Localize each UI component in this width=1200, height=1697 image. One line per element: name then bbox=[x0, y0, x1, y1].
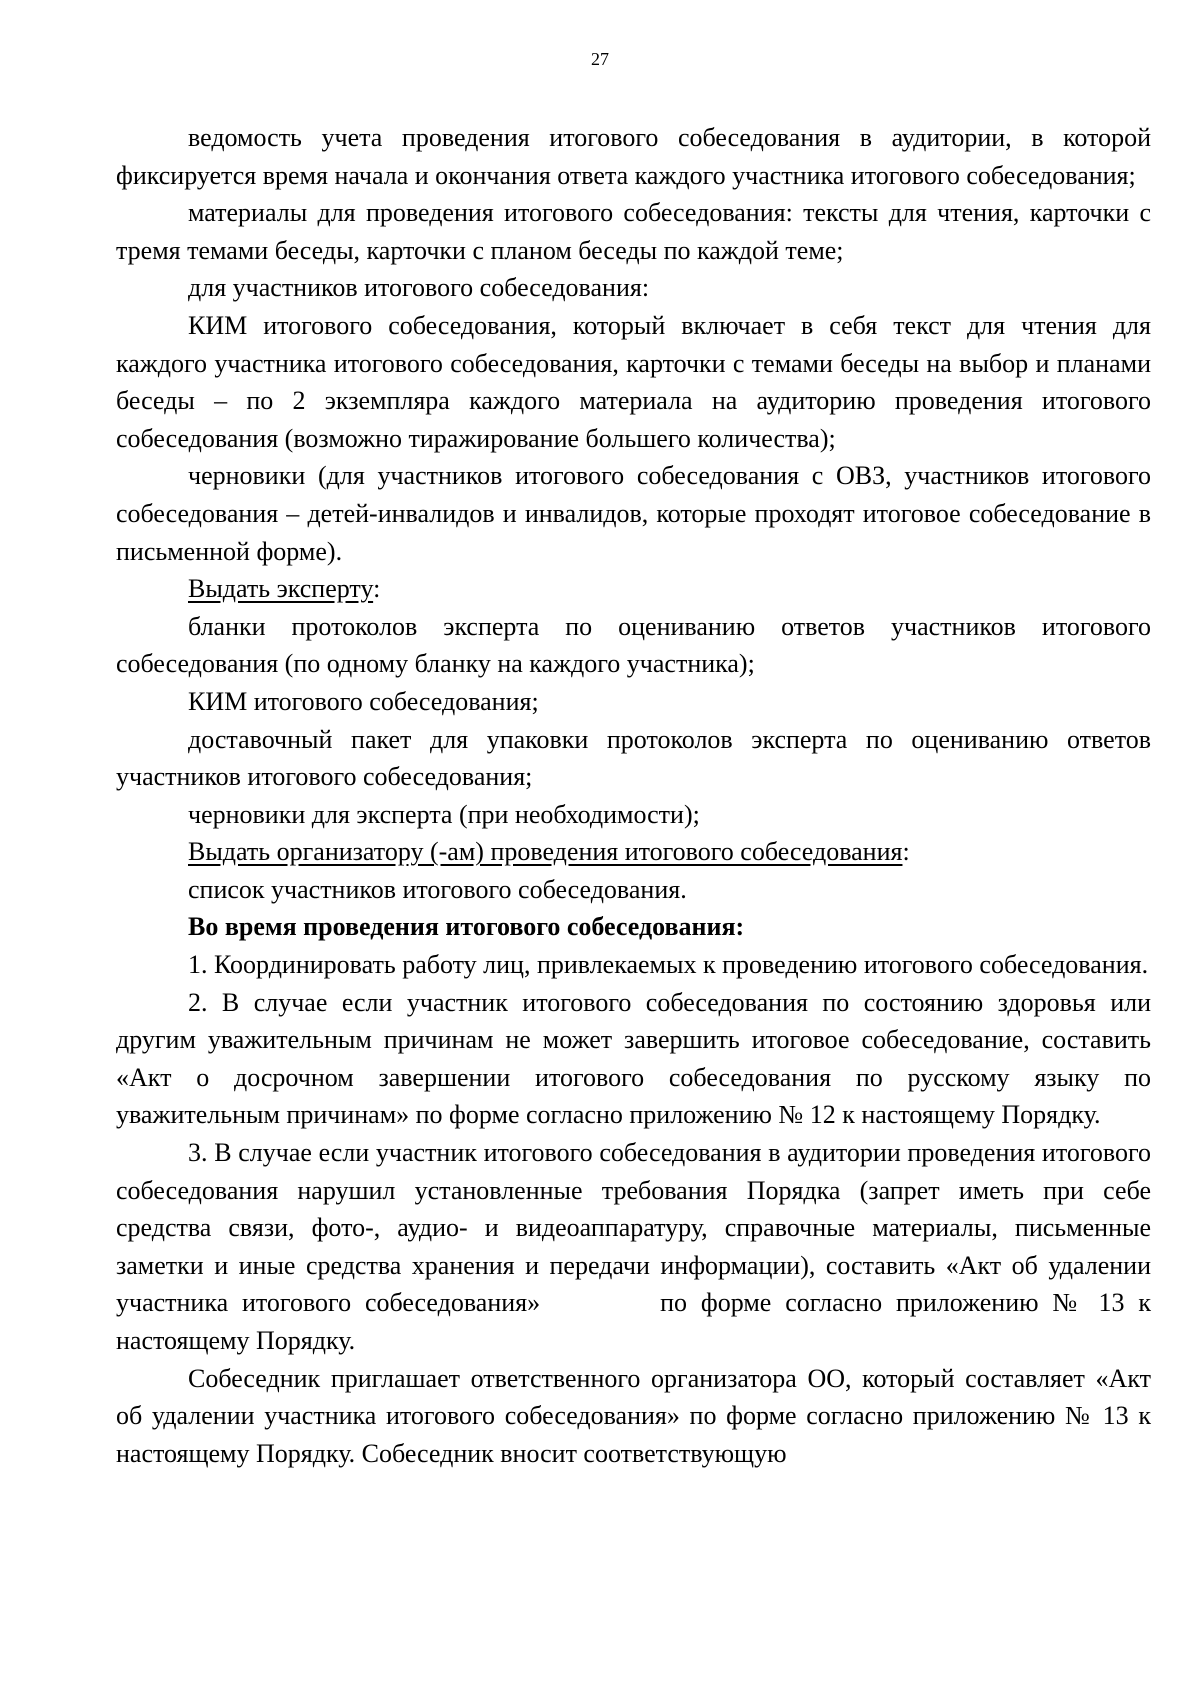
paragraph-interlocutor: Собеседник приглашает ответственного организатора ОО, который составляет «Акт об удалении участника итогового собеседования» по форме согласно приложению № 13 к настоящему Порядку. Собеседник вносит соответствующую bbox=[116, 1363, 1151, 1468]
paragraph-participant-list: список участников итогового собеседования. bbox=[188, 874, 687, 904]
paragraph-item-3 bbox=[116, 1134, 1151, 1360]
paragraph-for-participants: для участников итогового собеседования: bbox=[188, 273, 650, 303]
paragraph-give-organizer bbox=[116, 833, 1151, 871]
item-3-text-start: 3. В случае если участник итогового собеседования в аудитории проведения итогового собеседования нарушил установленные требования Порядка (запрет иметь при себе средства связи, фото-, аудио- и видеоаппаратуру, справочные материалы, письменные заметки и иные средства хранения и передачи информации), составить «Акт об удалении участника итогового собеседования» bbox=[116, 1138, 1151, 1318]
paragraph-kim: КИМ итогового собеседования, который включает в себя текст для чтения для каждого участника итогового собеседования, карточки с темами беседы на выбор и планами беседы – по 2 экземпляра каждого материала на аудиторию проведения итогового собеседования (возможно тиражирование большего количества); bbox=[116, 310, 1151, 453]
give-expert-colon: : bbox=[373, 574, 381, 604]
paragraph-kim-short: КИМ итогового собеседования; bbox=[188, 686, 539, 716]
paragraph-drafts: черновики (для участников итогового собеседования с ОВЗ, участников итогового собеседования – детей-инвалидов и инвалидов, которые проходят итоговое собеседование в письменной форме). bbox=[116, 461, 1151, 566]
paragraph-protocol-forms: бланки протоколов эксперта по оцениванию ответов участников итогового собеседования (по одному бланку на каждого участника); bbox=[116, 611, 1151, 679]
section-heading-during: Во время проведения итогового собеседования: bbox=[188, 912, 745, 942]
paragraph-delivery-package: доставочный пакет для упаковки протоколов эксперта по оцениванию ответов участников итогового собеседования; bbox=[116, 724, 1151, 792]
give-expert-heading: Выдать эксперту bbox=[188, 574, 374, 604]
page-number: 27 bbox=[591, 49, 609, 69]
paragraph-attendance-sheet: ведомость учета проведения итогового собеседования в аудитории, в которой фиксируется время начала и окончания ответа каждого участника итогового собеседования; bbox=[116, 123, 1151, 190]
paragraph-item-2: 2. В случае если участник итогового собеседования по состоянию здоровья или другим уважительным причинам не может завершить итоговое собеседование, составить «Акт о досрочном завершении итогового собеседования по русскому языку по уважительным причинам» по форме согласно приложению № 12 к настоящему Порядку. bbox=[116, 987, 1151, 1130]
paragraph-expert-drafts: черновики для эксперта (при необходимости); bbox=[188, 799, 700, 829]
item-3-text-end: по форме согласно приложению № 13 к настоящему Порядку. bbox=[116, 1288, 1151, 1355]
paragraph-item-1: 1. Координировать работу лиц, привлекаемых к проведению итогового собеседования. bbox=[188, 950, 1149, 980]
paragraph-give-expert bbox=[116, 570, 1151, 608]
give-organizer-heading: Выдать организатору (-ам) проведения итогового собеседования bbox=[188, 837, 903, 867]
give-organizer-colon: : bbox=[902, 837, 910, 867]
paragraph-materials: материалы для проведения итогового собеседования: тексты для чтения, карточки с тремя темами беседы, карточки с планом беседы по каждой теме; bbox=[116, 198, 1151, 265]
body-text bbox=[116, 119, 1151, 1472]
